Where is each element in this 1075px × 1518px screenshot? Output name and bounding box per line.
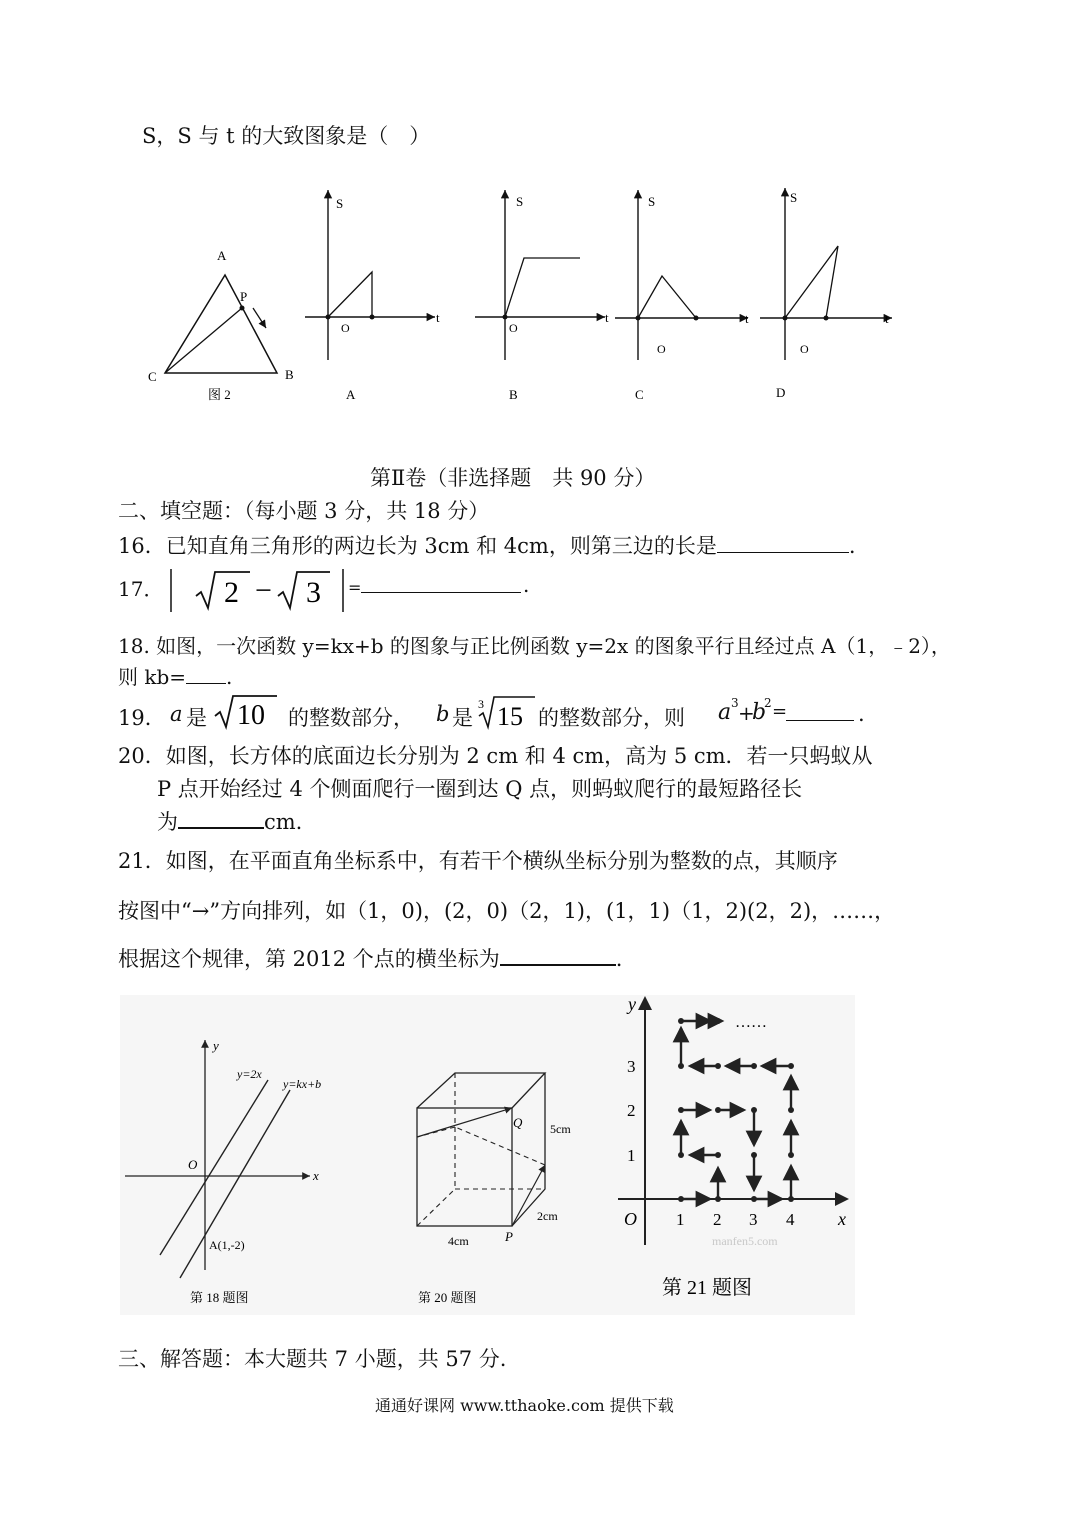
graph-option-b xyxy=(475,190,609,402)
question-20-line3 xyxy=(157,806,302,836)
period: . xyxy=(858,702,865,726)
question-21-line3 xyxy=(118,943,622,973)
origin-label: O xyxy=(341,321,350,335)
answer-blank-18 xyxy=(186,665,226,684)
axis-label-t: t xyxy=(885,311,889,326)
equals-sign: = xyxy=(772,701,788,722)
figure-18 xyxy=(120,1030,330,1315)
section-title: 第Ⅱ卷（非选择题 共 90 分） xyxy=(370,466,656,490)
part2-heading: 二、填空题：（每小题 3 分，共 18 分） xyxy=(118,499,490,523)
vertex-label-c: C xyxy=(148,369,157,384)
question-17 xyxy=(118,566,638,616)
axis-label-x: x xyxy=(838,1209,846,1229)
equals-sign: = xyxy=(348,578,362,597)
question-16-text: 16．已知直角三角形的两边长为 3cm 和 4cm，则第三边的长是 xyxy=(118,534,717,558)
vertex-label-b: B xyxy=(285,367,294,382)
answer-blank-21 xyxy=(500,946,616,966)
vertex-label-a: A xyxy=(217,248,227,263)
question-18-text: 则 kb= xyxy=(118,665,187,689)
option-label-c: C xyxy=(635,387,644,402)
watermark-text: manfen5.com xyxy=(712,1234,778,1248)
origin-label: O xyxy=(657,342,666,356)
root-index: 3 xyxy=(478,697,484,711)
figure-18-caption: 第 18 题图 xyxy=(190,1290,249,1305)
word-is: 是 xyxy=(186,706,207,730)
width-label: 2cm xyxy=(537,1209,558,1223)
radicand-10: 10 xyxy=(237,700,265,731)
option-label-b: B xyxy=(509,387,518,402)
axis-label-y: y xyxy=(628,994,636,1014)
expr-a: a xyxy=(718,700,732,725)
triangle-caption: 图 2 xyxy=(208,387,231,402)
question-17-num: 17． xyxy=(118,577,164,601)
question-21-text: 根据这个规律，第 2012 个点的横坐标为 xyxy=(118,947,500,971)
question-20-line1: 20．如图，长方体的底面边长分别为 2 cm 和 4 cm，高为 5 cm．若一只蚂蚁从 xyxy=(118,744,873,768)
question-20-line2: P 点开始经过 4 个侧面爬行一圈到达 Q 点，则蚂蚁爬行的最短路径长 xyxy=(157,777,803,801)
point-label-a: A(1,-2) xyxy=(209,1238,245,1252)
axis-label-t: t xyxy=(605,310,609,325)
question-16 xyxy=(118,530,856,560)
question-19-part1: 的整数部分， xyxy=(288,706,414,730)
question-stem-line: S，S 与 t 的大致图象是（ ） xyxy=(142,124,431,148)
point-label-p: P xyxy=(240,289,248,304)
axis-label-s: S xyxy=(516,194,524,209)
question-21-line2: 按图中“→”方向排列，如（1，0)，(2，0)（2，1)，(1，1)（1，2)(2，2)，……， xyxy=(118,899,896,923)
sqrt-10 xyxy=(213,692,283,732)
y-tick-1: 1 xyxy=(627,1146,636,1165)
figure-21 xyxy=(610,990,855,1310)
option-label-d: D xyxy=(776,385,786,400)
line-label-y2x: y=2x xyxy=(237,1067,262,1081)
answer-blank-16 xyxy=(717,534,849,553)
part3-heading: 三、解答题：本大题共 7 小题，共 57 分. xyxy=(118,1347,507,1371)
axis-label-s: S xyxy=(790,190,798,205)
exponent-2: 2 xyxy=(764,696,772,710)
graph-option-d xyxy=(760,188,892,400)
exponent-3: 3 xyxy=(731,696,739,710)
question-19 xyxy=(118,692,918,732)
answer-blank-17 xyxy=(361,576,521,593)
radicand-2: 2 xyxy=(224,576,239,609)
y-tick-3: 3 xyxy=(627,1057,636,1076)
figure-20-caption: 第 20 题图 xyxy=(418,1290,477,1305)
axis-label-t: t xyxy=(436,310,440,325)
cube-root-15 xyxy=(475,694,541,732)
point-label-q: Q xyxy=(513,1115,523,1130)
height-label: 5cm xyxy=(550,1122,571,1136)
line-label-ykxb: y=kx+b xyxy=(283,1077,322,1091)
motion-graph-figures xyxy=(140,180,920,410)
axis-label-y: y xyxy=(213,1038,219,1053)
axis-label-x: x xyxy=(313,1168,319,1183)
figure-20 xyxy=(400,1065,600,1315)
x-tick-3: 3 xyxy=(749,1210,758,1229)
answer-blank-19 xyxy=(786,704,854,721)
plus-sign: + xyxy=(738,701,755,725)
var-b: b xyxy=(436,702,450,726)
radicand-3: 3 xyxy=(306,576,321,609)
word-is: 是 xyxy=(452,706,473,730)
graph-option-a xyxy=(305,190,440,402)
radicand-15: 15 xyxy=(497,702,523,731)
answer-blank-20 xyxy=(178,809,264,829)
origin-label: O xyxy=(509,321,518,335)
question-19-num: 19． xyxy=(118,706,166,730)
x-tick-2: 2 xyxy=(713,1210,722,1229)
y-tick-2: 2 xyxy=(627,1101,636,1120)
origin-label: O xyxy=(624,1209,637,1229)
var-a: a xyxy=(170,702,183,726)
expr-b: b xyxy=(752,700,767,725)
figure-21-caption: 第 21 题图 xyxy=(662,1277,752,1299)
triangle-figure xyxy=(148,248,294,402)
period: . xyxy=(523,573,530,597)
length-label: 4cm xyxy=(448,1234,469,1248)
option-label-a: A xyxy=(346,387,356,402)
period: . xyxy=(226,665,233,689)
question-18-line2 xyxy=(118,661,232,690)
minus-sign: − xyxy=(255,574,272,607)
x-tick-1: 1 xyxy=(676,1210,685,1229)
axis-label-t: t xyxy=(745,311,749,326)
axis-label-s: S xyxy=(648,194,656,209)
period: . xyxy=(615,947,623,971)
graph-option-c xyxy=(615,190,749,402)
origin-label: O xyxy=(800,342,809,356)
question-21-line1: 21．如图，在平面直角坐标系中，有若干个横纵坐标分别为整数的点，其顺序 xyxy=(118,849,838,873)
period: . xyxy=(848,534,856,558)
x-tick-4: 4 xyxy=(786,1210,795,1229)
question-18-line1: 18. 如图，一次函数 y=kx+b 的图象与正比例函数 y=2x 的图象平行且经过点 A（1，﹣2）， xyxy=(118,634,951,658)
ellipsis: …… xyxy=(735,1014,767,1031)
axis-label-s: S xyxy=(336,196,344,211)
unit-cm: cm. xyxy=(264,810,303,834)
question-20-text: 为 xyxy=(157,810,178,834)
abs-value-expression xyxy=(168,566,368,614)
question-19-part2: 的整数部分，则 xyxy=(538,706,685,730)
footer-text: 通通好课网 www.tthaoke.com 提供下载 xyxy=(375,1396,674,1415)
point-label-p: P xyxy=(505,1229,513,1244)
origin-label: O xyxy=(188,1157,198,1172)
